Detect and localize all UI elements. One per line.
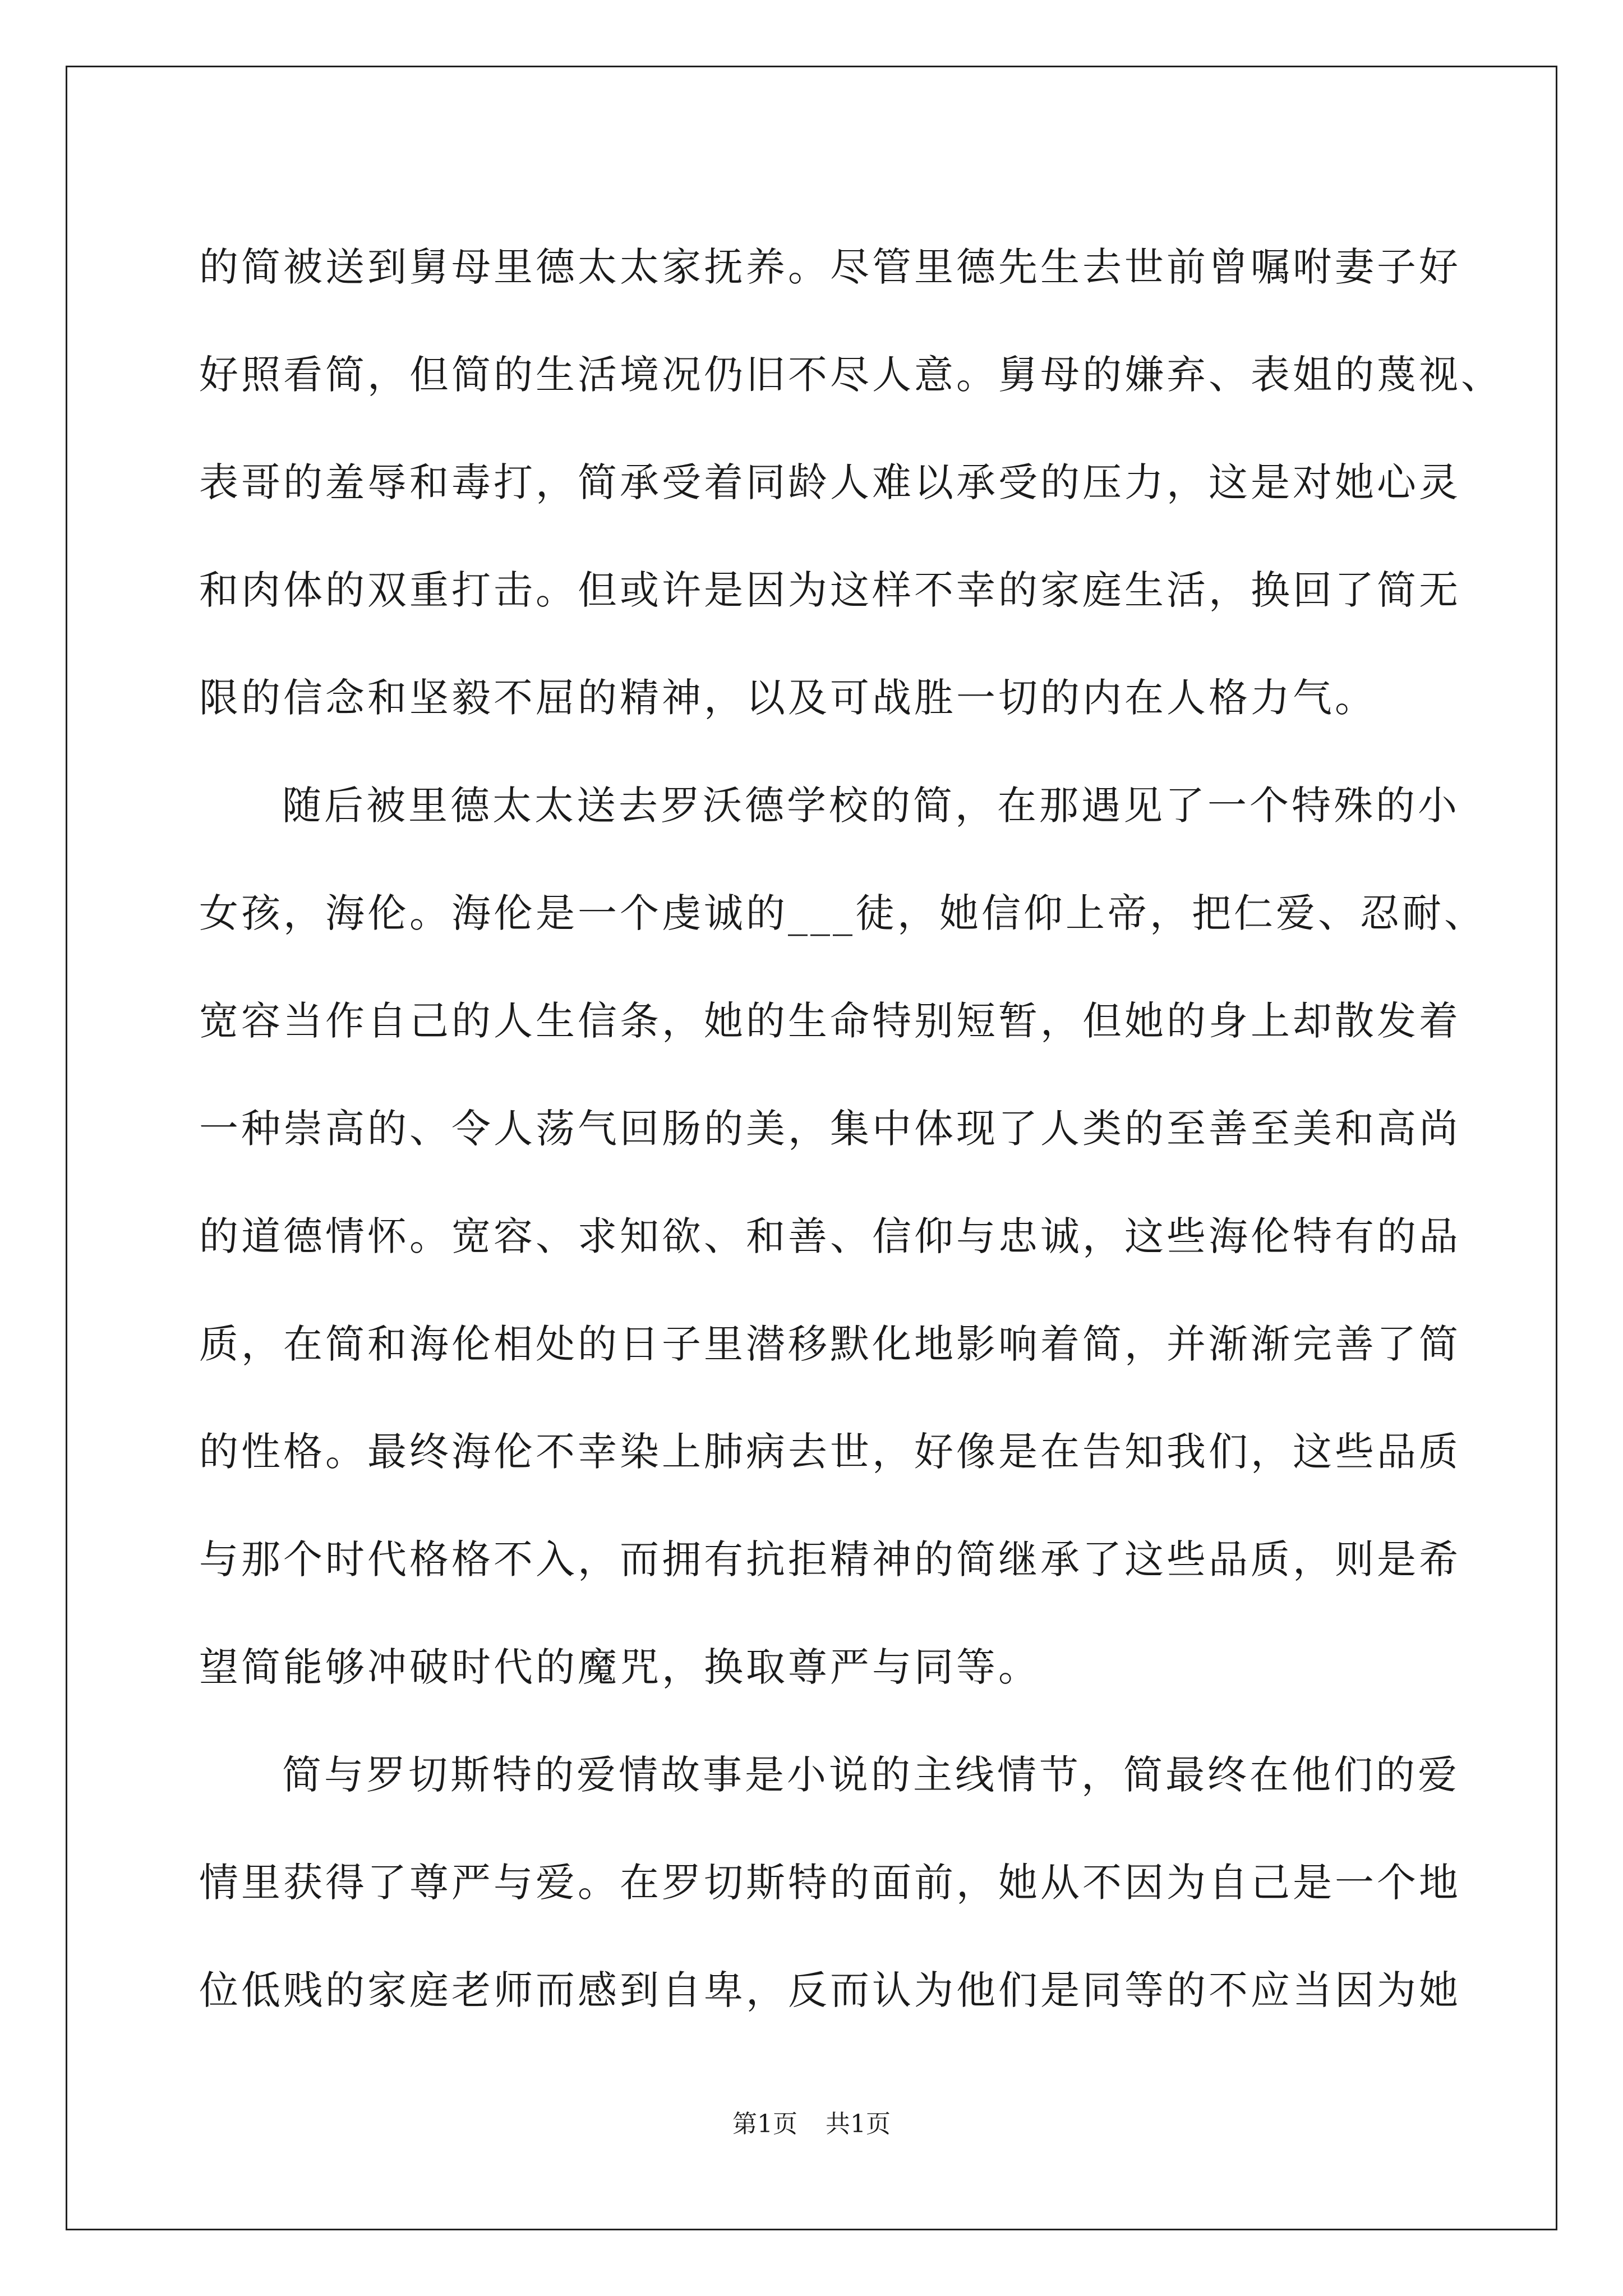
text-line: 位低贱的家庭老师而感到自卑，反而认为他们是同等的不应当因为她: [199, 1967, 1461, 2013]
text-line: 与那个时代格格不入，而拥有抗拒精神的简继承了这些品质，则是希: [199, 1536, 1461, 1582]
text-line: 表哥的羞辱和毒打，简承受着同龄人难以承受的压力，这是对她心灵: [199, 459, 1461, 505]
paragraph: [199, 213, 1503, 752]
text-line: 好照看简，但简的生活境况仍旧不尽人意。舅母的嫌弃、表姐的蔑视、: [199, 352, 1503, 398]
paragraph: [199, 1721, 1461, 2044]
text-line: 的性格。最终海伦不幸染上肺病去世，好像是在告知我们，这些品质: [199, 1429, 1461, 1475]
page-footer: [0, 2104, 1623, 2139]
text-line: 限的信念和坚毅不屈的精神，以及可战胜一切的内在人格力气。: [199, 675, 1377, 721]
text-line: 女孩，海伦。海伦是一个虔诚的___徒，她信仰上帝，把仁爱、忍耐、: [199, 890, 1486, 936]
text-line: 一种崇高的、令人荡气回肠的美，集中体现了人类的至善至美和高尚: [199, 1106, 1461, 1152]
document-body: [199, 213, 1503, 2044]
text-line: 随后被里德太太送去罗沃德学校的简，在那遇见了一个特殊的小: [282, 783, 1460, 829]
text-line: 情里获得了尊严与爱。在罗切斯特的面前，她从不因为自己是一个地: [199, 1860, 1461, 1906]
text-line: 和肉体的双重打击。但或许是因为这样不幸的家庭生活，换回了简无: [199, 567, 1461, 613]
page-number: 第1页: [732, 2110, 797, 2138]
text-line: 宽容当作自己的人生信条，她的生命特别短暂，但她的身上却散发着: [199, 998, 1461, 1044]
text-line: 的简被送到舅母里德太太家抚养。尽管里德先生去世前曾嘱咐妻子好: [199, 244, 1461, 290]
paragraph: [199, 752, 1486, 1721]
text-line: 望简能够冲破时代的魔咒，换取尊严与同等。: [199, 1644, 1040, 1690]
page-total: 共1页: [826, 2110, 891, 2138]
text-line: 的道德情怀。宽容、求知欲、和善、信仰与忠诚，这些海伦特有的品: [199, 1213, 1461, 1259]
text-line: 简与罗切斯特的爱情故事是小说的主线情节，简最终在他们的爱: [282, 1752, 1460, 1798]
text-line: 质，在简和海伦相处的日子里潜移默化地影响着简，并渐渐完善了简: [199, 1321, 1461, 1367]
